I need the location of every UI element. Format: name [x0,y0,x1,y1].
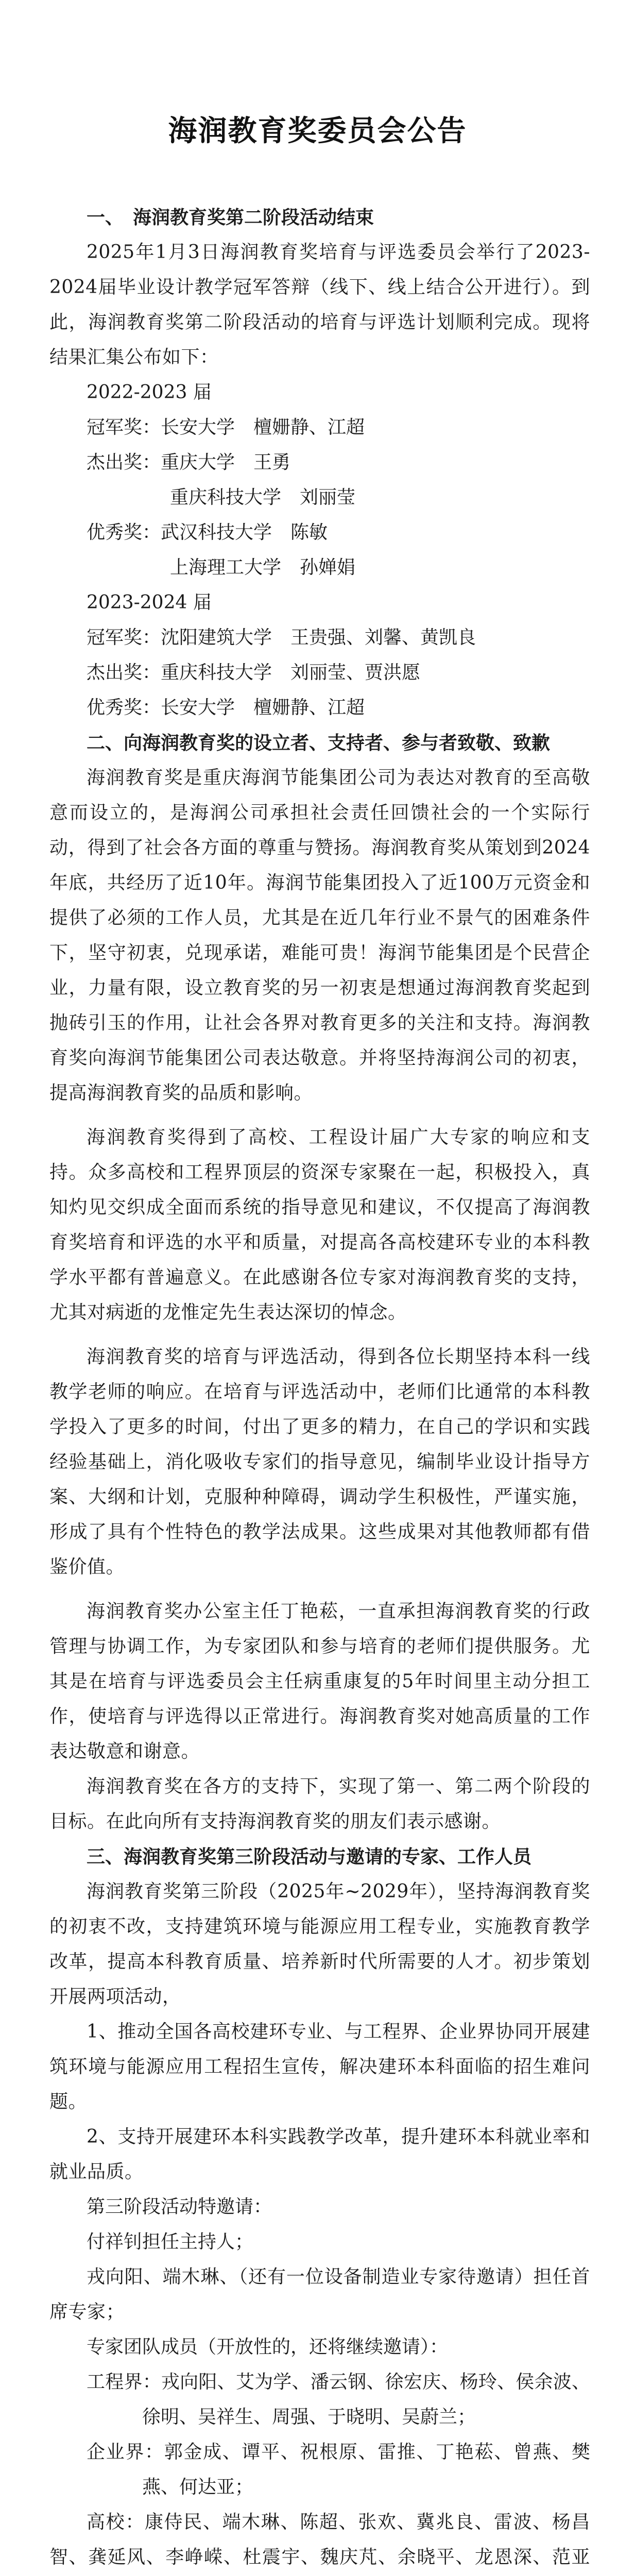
members-engineering: 工程界：戎向阳、艾为学、潘云钢、徐宏庆、杨玲、侯余波、徐明、吴祥生、周强、于晓明、吴蔚兰； [87,2371,590,2428]
section-3-paragraph: 海润教育奖第三阶段（2025年~2029年），坚持海润教育奖的初衷不改，支持建筑环境与能源应用工程专业，实施教育教学改革，提高本科教育质量、培养新时代所需要的人才。初步策划开展两项活动， [49,1881,590,2007]
members-universities: 高校：康侍民、端木琳、陈超、张欢、冀兆良、雷波、杨昌智、龚延风、李峥嵘、杜震宇、魏庆芃、余晓平、龙恩深、范亚 [49,2512,590,2568]
year-label-2022-2023: 2022-2023 届 [87,382,212,403]
section-3-line: 专家团队成员（开放性的，还将继续邀请）： [87,2336,449,2358]
section-3-line: 戎向阳、端木琳、（还有一位设备制造业专家待邀请）担任首席专家； [49,2266,590,2323]
award-champion-2023: 冠军奖：沈阳建筑大学 王贵强、刘馨、黄凯良 [87,627,476,648]
section-2-paragraph: 海润教育奖办公室主任丁艳菘，一直承担海润教育奖的行政管理与协调工作，为专家团队和参与培育的老师们提供服务。尤其是在培育与评选委员会主任病重康复的5年时间里主动分担工作，使培育与评选得以正常进行。海润教育奖对她高质量的工作表达敬意和谢意。 [49,1601,590,1762]
members-enterprise: 企业界：郭金成、谭平、祝根原、雷推、丁艳菘、曾燕、樊燕、何达亚； [87,2442,590,2498]
section-3-activity-2: 2、支持开展建环本科实践教学改革，提升建环本科就业率和就业品质。 [49,2126,590,2182]
section-2-paragraph: 海润教育奖是重庆海润节能集团公司为表达对教育的至高敬意而设立的，是海润公司承担社会责任回馈社会的一个实际行动，得到了社会各方面的尊重与赞扬。海润教育奖从策划到2024年底，共经历了近10年。海润节能集团投入了近100万元资金和提供了必须的工作人员，尤其是在近几年行业不景气的困难条件下，坚守初衷，兑现承诺，难能可贵！海润节能集团是个民营企业，力量有限，设立教育奖的另一初衷是想通过海润教育奖起到抛砖引玉的作用，让社会各界对教育更多的关注和支持。海润教育奖向海润节能集团公司表达敬意。并将坚持海润公司的初衷，提高海润教育奖的品质和影响。 [49,767,590,1104]
section-2-paragraph: 海润教育奖得到了高校、工程设计届广大专家的响应和支持。众多高校和工程界顶层的资深专家聚在一起，积极投入，真知灼见交织成全面而系统的指导意见和建议，不仅提高了海润教育奖培育和评选的水平和质量，对提高各高校建环专业的本科教学水平都有普遍意义。在此感谢各位专家对海润教育奖的支持，尤其对病逝的龙惟定先生表达深切的悼念。 [49,1127,590,1323]
section-2-paragraph: 海润教育奖在各方的支持下，实现了第一、第二两个阶段的目标。在此向所有支持海润教育奖的朋友们表示感谢。 [49,1776,590,1832]
page-title: 海润教育奖委员会公告 [168,114,467,148]
section-2-paragraph: 海润教育奖的培育与评选活动，得到各位长期坚持本科一线教学老师的响应。在培育与评选活动中，老师们比通常的本科教学投入了更多的时间，付出了更多的精力，在自己的学识和实践经验基础上，消化吸收专家们的指导意见，编制毕业设计指导方案、大纲和计划，克服种种障碍，调动学生积极性，严谨实施，形成了具有个性特色的教学法成果。这些成果对其他教师都有借鉴价值。 [49,1346,590,1578]
award-excellent-2022: 优秀奖：武汉科技大学 陈敏 [87,522,328,543]
section-3-activity-1: 1、推动全国各高校建环专业、与工程界、企业界协同开展建筑环境与能源应用工程招生宣传，解决建环本科面临的招生难问题。 [49,2021,590,2112]
award-champion-2022: 冠军奖：长安大学 檀姗静、江超 [87,417,365,438]
section-3-heading: 三、海润教育奖第三阶段活动与邀请的专家、工作人员 [87,1846,532,1868]
award-outstanding-2023: 杰出奖：重庆科技大学 刘丽莹、贾洪愿 [87,662,421,683]
section-3-line: 第三阶段活动特邀请： [87,2196,272,2217]
award-outstanding-2022-second: 重庆科技大学 刘丽莹 [170,487,356,508]
section-3-line: 付祥钊担任主持人； [87,2231,254,2252]
section-1-heading: 一、 海润教育奖第二阶段活动结束 [87,207,374,228]
award-excellent-2022-second: 上海理工大学 孙婵娟 [170,557,356,578]
announcement-body [49,200,590,2576]
section-1-intro: 2025年1月3日海润教育奖培育与评选委员会举行了2023-2024届毕业设计教学冠军答辩（线下、线上结合公开进行）。到此，海润教育奖第二阶段活动的培育与评选计划顺利完成。现将结果汇集公布如下： [49,242,590,368]
year-label-2023-2024: 2023-2024 届 [87,592,212,613]
section-2-heading: 二、向海润教育奖的设立者、支持者、参与者致敬、致歉 [87,732,551,754]
award-outstanding-2022: 杰出奖：重庆大学 王勇 [87,452,291,473]
award-excellent-2023: 优秀奖：长安大学 檀姗静、江超 [87,697,365,718]
